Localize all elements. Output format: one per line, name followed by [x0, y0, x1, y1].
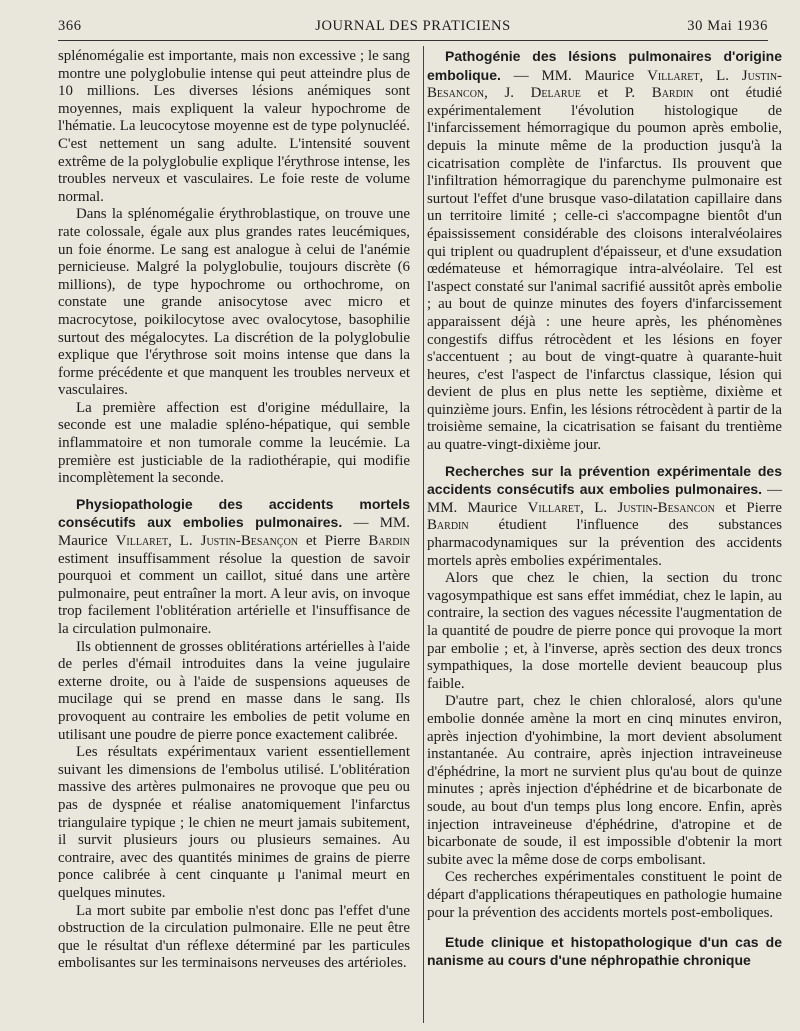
author-name: Bardin: [368, 533, 410, 550]
text-run: — MM. Maurice: [58, 515, 410, 550]
paragraph: D'autre part, chez le chien chloralosé, alors qu'une embolie donnée amène la mort en cinq minutes environ, après injection d'yohimbine, la mort devient absolument instantanée. Au contraire, après injection intraveineuse d'éphédrine, la mort ne survient plus qu'au bout de quinze minutes ; après injection d'éphédrine et de bicarbonate de soude, au bout d'un temps plus long encore. Enfin, après injection intraveineuse d'éphédrine, d'atropine et de bicarbonate de soude, il est impossible d'obtenir la mort subite avec la même dose de corps embolisant.: [427, 693, 782, 868]
journal-title: JOURNAL DES PRATICIENS: [315, 18, 511, 34]
text-run: et Pierre: [714, 499, 782, 516]
right-column: [427, 48, 782, 969]
paragraph: Ces recherches expérimentales constituent le point de départ d'applications thérapeutiques en pathologie humaine pour la prévention des accidents mortels post-emboliques.: [427, 869, 782, 921]
section-pathogenie: [427, 48, 782, 455]
author-name: Villaret: [115, 533, 169, 550]
text-run: — MM. Maurice: [427, 482, 782, 516]
running-header: [58, 18, 768, 40]
section-title: Physiopathologie des accidents mortels consécutifs aux embolies pulmonaires.: [58, 495, 410, 531]
text-run: ont étudié expérimentalement l'évolution histologique de l'infarcissement hémorragique du poumon après embolie, depuis la minute même de la production jusqu'à la cicatrisation complète de l'infarctus. Ils prouvent que l'infiltration hémorragique du parenchyme pulmonaire est surtout l'effet d'une brusque vaso-dilatation capillaire dans un territoire limité ; celle-ci s'accompagne bientôt d'un épaississement considérable des cloisons interalvéolaires qui triplent ou quadruplent d'épaisseur, et d'une exsudation œdémateuse et hémorragique intra-alvéolaire. Tel est l'aspect constaté sur l'animal sacrifié aussitôt après embolie ; au bout de quinze minutes des foyers d'infarcissement apparaissent déjà : une heure après, les phénomènes congestifs diffus rétrocèdent et les lésions en foyer s'accentuent ; au bout de vingt-quatre à quarante-huit heures, c'est l'aspect de l'infarctus classique, lésion qui devient de plus en plus nette les septième, dixième et quinzième jours. Enfin, les lésions rétrocèdent à partir de la troisième semaine, la cicatrisation se faisant du trentième au quatre-vingt-dixième jour.: [427, 85, 782, 454]
author-name: Justin-Besancon: [427, 67, 782, 102]
issue-date: 30 Mai 1936: [687, 18, 768, 34]
paragraph: Dans la splénomégalie érythroblastique, on trouve une rate colossale, égale aux plus grandes rates leucémiques, un foie énorme. Le sang est analogue à celui de l'anémie pernicieuse. Malgré la polyglobulie, toujours discrète (6 millions), de type hypochrome ou orthochrome, on constate une grande anisocytose avec micro et macrocytose, poikilocytose avec ovalocytose, basophilie surtout des mégalocytes. La discrétion de la polyglobulie explique que l'érythrose soit moins intense que dans la forme précédente et que manquent les troubles nerveux et vasculaires.: [58, 206, 410, 399]
text-run: et P.: [580, 85, 652, 102]
column-divider: [423, 46, 424, 1023]
text-run: — MM. Maurice: [500, 67, 648, 84]
text-run: , L.: [168, 533, 201, 550]
paragraph: Les résultats expérimentaux varient essentiellement suivant les dimensions de l'embolus utilisé. L'oblitération massive des artères pulmonaires ne provoque que peu ou pas de dyspnée et réalise anatomiquement l'infarctus triangulaire typique ; le chien ne meurt jamais subitement, il survit plusieurs jours ou plusieurs semaines. Au contraire, avec des quantités minimes de grains de pierre ponce calibrée à cent cinquante μ l'animal meurt en quelques minutes.: [58, 744, 410, 901]
section-physiopathologie: [58, 496, 410, 639]
page-number: 366: [58, 18, 82, 34]
text-run: , J.: [484, 85, 531, 102]
paragraph: Alors que chez le chien, la section du tronc vagosympathique est sans effet immédiat, chez le lapin, au contraire, la section des vagues nécessite l'augmentation de la quantité de poudre de pierre ponce qui provoque la mort par embolie ; et, à l'inverse, après section des deux troncs sympathiques, la dose mortelle devient beaucoup plus faible.: [427, 570, 782, 692]
text-run: et Pierre: [298, 533, 369, 550]
paragraph: splénomégalie est importante, mais non excessive ; le sang montre une polyglobulie intense qui peut atteindre plus de 10 millions. Les diverses lésions anémiques sont moyennes, mais expliquent la valeur hypochrome de l'hématie. La leucocytose moyenne est de type polynucléé. C'est nettement un sang adulte. L'intensité souvent extrême de la polyglobulie explique l'érythrose intense, les troubles nerveux et vasculaires. Le foie reste de volume normal.: [58, 48, 410, 205]
author-name: Villaret: [647, 67, 700, 84]
section-title: Recherches sur la prévention expérimentale des accidents consécutifs aux embolies pulmonaires.: [427, 462, 782, 498]
header-rule: [58, 40, 768, 41]
author-name: Bardin: [427, 517, 469, 534]
text-run: estiment insuffisamment résolue la question de savoir pourquoi et comment un caillot, situé dans une artère pulmonaire, peut entraîner la mort. A leur avis, on invoque trop facilement l'oblitération artérielle et l'insuffisance de la circulation pulmonaire.: [58, 550, 410, 637]
author-name: Justin-Besançon: [200, 533, 299, 550]
author-name: Bardin: [651, 85, 694, 102]
text-run: , L.: [580, 499, 618, 516]
author-name: Delarue: [530, 85, 581, 102]
paragraph: La mort subite par embolie n'est donc pas l'effet d'une obstruction de la circulation pulmonaire. Elle ne peut être que le résultat d'un réflexe déterminé par les particules embolisantes sur les terminaisons nerveuses des artérioles.: [58, 902, 410, 972]
section-title: Pathogénie des lésions pulmonaires d'origine embolique.: [427, 48, 782, 83]
author-name: Villaret: [527, 499, 581, 516]
text-run: étudient l'influence des substances pharmacodynamiques sur la prévention des accidents mortels après embolies expérimentales.: [427, 517, 782, 569]
section-title: Etude clinique et histopathologique d'un cas de nanisme au cours d'une néphropathie chronique: [427, 934, 782, 968]
author-name: Justin-Besancon: [617, 499, 715, 516]
text-run: , L.: [699, 67, 742, 84]
left-column: [58, 48, 410, 973]
paragraph: Ils obtiennent de grosses oblitérations artérielles à l'aide de perles d'émail introduites dans la veine jugulaire externe droite, ou à l'aide de suspensions aqueuses de mucilage qui se prend en masse dans le sang. Ils provoquent au contraire les embolies de petit volume en utilisant une poudre de pierre ponce exactement calibrée.: [58, 638, 410, 743]
section-prevention: [427, 463, 782, 571]
paragraph: La première affection est d'origine médullaire, la seconde est une maladie spléno-hépatique, qui semble inflammatoire et non tumorale comme la leucémie. La première est justiciable de la radiothérapie, qui modifie incomplètement la seconde.: [58, 399, 410, 487]
